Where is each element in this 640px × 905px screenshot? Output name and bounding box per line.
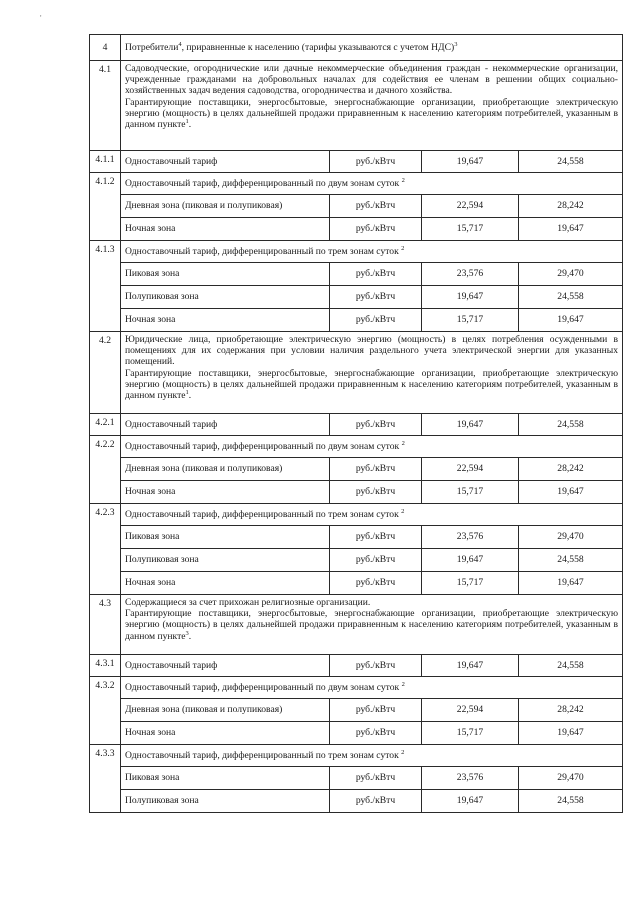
row-number: 4.1.3 [90,241,121,332]
unit-cell: руб./кВтч [330,767,422,790]
value-cell: 23,576 [422,767,519,790]
unit-cell: руб./кВтч [330,790,422,813]
row-number: 4 [90,35,121,61]
zone-label: Ночная зона [121,722,330,745]
unit-cell: руб./кВтч [330,195,422,218]
table-row [90,767,623,790]
value-cell: 19,647 [422,286,519,309]
tariff-label: Одноставочный тариф, дифференцированный по двум зонам суток $^2$ [121,173,623,195]
value-cell: 24,558 [519,151,623,173]
row-number: 4.2.2 [90,436,121,504]
value-cell: 22,594 [422,458,519,481]
tariff-label: Одноставочный тариф, дифференцированный по трем зонам суток $^2$ [121,504,623,526]
table-row [90,241,623,263]
table-row [90,195,623,218]
unit-cell: руб./кВтч [330,218,422,241]
value-cell: 19,647 [519,572,623,595]
value-cell: 23,576 [422,526,519,549]
value-cell: 28,242 [519,699,623,722]
table-row [90,595,623,655]
zone-label: Ночная зона [121,572,330,595]
corner-mark: ' [40,14,42,23]
row-number: 4.1.1 [90,151,121,173]
zone-label: Пиковая зона [121,526,330,549]
table-row [90,481,623,504]
table-row [90,436,623,458]
zone-label: Пиковая зона [121,767,330,790]
zone-label: Полупиковая зона [121,790,330,813]
table-row [90,549,623,572]
table-row [90,677,623,699]
zone-label: Полупиковая зона [121,549,330,572]
tariff-label: Одноставочный тариф, дифференцированный по трем зонам суток $^2$ [121,745,623,767]
zone-label: Дневная зона (пиковая и полупиковая) [121,699,330,722]
zone-label: Полупиковая зона [121,286,330,309]
tariff-label: Одноставочный тариф, дифференцированный по двум зонам суток $^2$ [121,436,623,458]
table-row [90,526,623,549]
table-row [90,263,623,286]
unit-cell: руб./кВтч [330,481,422,504]
value-cell: 15,717 [422,572,519,595]
value-cell: 29,470 [519,767,623,790]
value-cell: 29,470 [519,526,623,549]
value-cell: 19,647 [422,549,519,572]
value-cell: 24,558 [519,790,623,813]
unit-cell: руб./кВтч [330,286,422,309]
unit-cell: руб./кВтч [330,414,422,436]
unit-cell: руб./кВтч [330,549,422,572]
tariff-table [89,34,623,813]
section-description: Садоводческие, огороднические или дачные некоммерческие объединения граждан - некоммерческие организации, учрежденные гражданами на добровольных началах для содействия ее членам в решении общих социально-хозяйственных задач ведения садоводства, огородничества и дачного хозяйства. Гарантирующие поставщики, энергосбытовые, энергоснабжающие организации, приобретающие электрическую энергию (мощность) в целях дальнейшей продажи приравненным к населению категориям потребителей, указанным в данном пункте$^1$. [121,61,623,151]
value-cell: 23,576 [422,263,519,286]
table-row [90,572,623,595]
value-cell: 19,647 [519,309,623,332]
value-cell: 24,558 [519,549,623,572]
table-row [90,655,623,677]
value-cell: 15,717 [422,722,519,745]
table-row [90,504,623,526]
unit-cell: руб./кВтч [330,572,422,595]
row-number: 4.3.2 [90,677,121,745]
unit-cell: руб./кВтч [330,699,422,722]
value-cell: 15,717 [422,309,519,332]
table-row [90,414,623,436]
unit-cell: руб./кВтч [330,655,422,677]
zone-label: Ночная зона [121,481,330,504]
table-row [90,61,623,151]
table-row [90,699,623,722]
value-cell: 19,647 [422,414,519,436]
zone-label: Ночная зона [121,309,330,332]
row-number: 4.1.2 [90,173,121,241]
value-cell: 15,717 [422,481,519,504]
value-cell: 15,717 [422,218,519,241]
table-row [90,309,623,332]
row-number: 4.3.1 [90,655,121,677]
unit-cell: руб./кВтч [330,526,422,549]
tariff-label: Одноставочный тариф, дифференцированный по трем зонам суток $^2$ [121,241,623,263]
tariff-label: Одноставочный тариф [121,151,330,173]
row-number: 4.2 [90,332,121,414]
section-description: Содержащиеся за счет прихожан религиозные организации. Гарантирующие поставщики, энергосбытовые, энергоснабжающие организации, приобретающие электрическую энергию (мощность) в целях дальнейшей продажи приравненным к населению категориям потребителей, указанным в данном пункте$^3$. [121,595,623,655]
row-number: 4.2.3 [90,504,121,595]
value-cell: 19,647 [422,790,519,813]
value-cell: 28,242 [519,458,623,481]
unit-cell: руб./кВтч [330,722,422,745]
row-number: 4.2.1 [90,414,121,436]
table-row [90,458,623,481]
value-cell: 28,242 [519,195,623,218]
value-cell: 22,594 [422,195,519,218]
table-row [90,286,623,309]
value-cell: 19,647 [422,151,519,173]
table-row [90,332,623,414]
zone-label: Пиковая зона [121,263,330,286]
value-cell: 19,647 [519,722,623,745]
zone-label: Дневная зона (пиковая и полупиковая) [121,195,330,218]
unit-cell: руб./кВтч [330,263,422,286]
tariff-label: Одноставочный тариф [121,414,330,436]
row-number: 4.1 [90,61,121,151]
table-row [90,790,623,813]
value-cell: 29,470 [519,263,623,286]
table-row [90,35,623,61]
group-title: Потребители$^4$, приравненные к населению (тарифы указываются с учетом НДС)$^3$ [121,35,623,61]
zone-label: Дневная зона (пиковая и полупиковая) [121,458,330,481]
table-row [90,745,623,767]
unit-cell: руб./кВтч [330,151,422,173]
table-row [90,722,623,745]
row-number: 4.3.3 [90,745,121,813]
table-row [90,218,623,241]
value-cell: 19,647 [422,655,519,677]
unit-cell: руб./кВтч [330,309,422,332]
value-cell: 24,558 [519,286,623,309]
table-row [90,151,623,173]
value-cell: 19,647 [519,481,623,504]
tariff-label: Одноставочный тариф [121,655,330,677]
row-number: 4.3 [90,595,121,655]
value-cell: 19,647 [519,218,623,241]
value-cell: 22,594 [422,699,519,722]
unit-cell: руб./кВтч [330,458,422,481]
section-description: Юридические лица, приобретающие электрическую энергию (мощность) в целях потребления осужденными в помещениях для их содержания при условии наличия раздельного учета электрической энергии для указанных помещений. Гарантирующие поставщики, энергосбытовые, энергоснабжающие организации, приобретающие электрическую энергию (мощность) в целях дальнейшей продажи приравненным к населению категориям потребителей, указанным в данном пункте$^1$. [121,332,623,414]
value-cell: 24,558 [519,414,623,436]
zone-label: Ночная зона [121,218,330,241]
tariff-label: Одноставочный тариф, дифференцированный по двум зонам суток $^2$ [121,677,623,699]
table-row [90,173,623,195]
value-cell: 24,558 [519,655,623,677]
